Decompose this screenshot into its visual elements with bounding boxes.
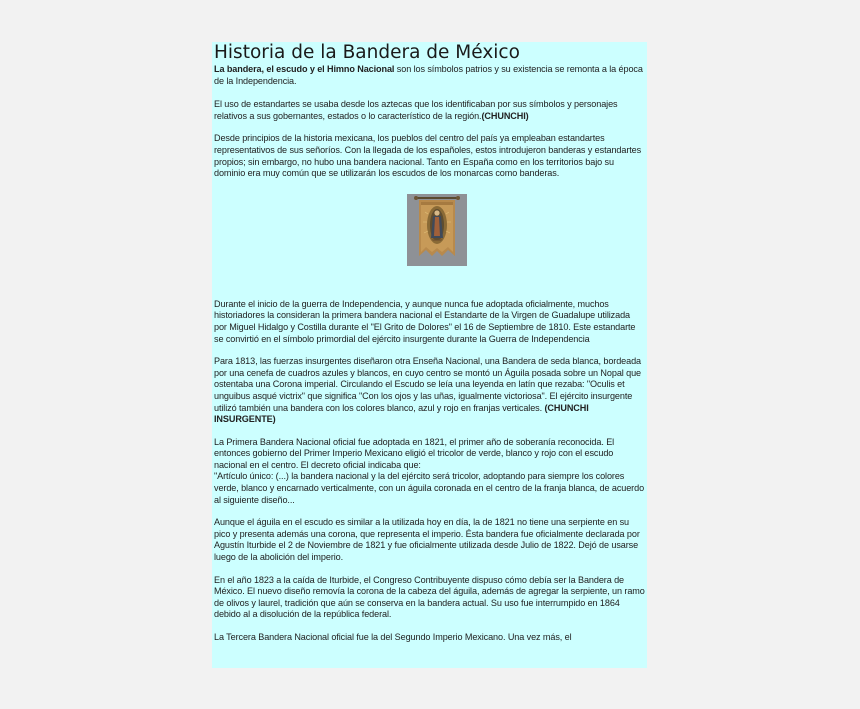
- paragraph-estandartes: [214, 99, 645, 122]
- p1813-text: Para 1813, las fuerzas insurgentes diseñaron otra Enseña Nacional, una Bandera de seda blanca, bordeada por una cenefa de cuadros azules y blancos, en cuyo centro se montó un Águila posada sobre un Nopal que ostentaba una Corona imperial. Circulando el Escudo se leía una leyenda en latín que rezaba: "Oculis et unguibus asqué victrix" que significa "Con los ojos y las uñas, igualmente victoriosa". El ejército insurgente utilizó también una bandera con los colores blanco, azul y rojo en franjas verticales.: [214, 356, 642, 413]
- primera-bandera-text: La Primera Bandera Nacional oficial fue adoptada en 1821, el primer año de soberanía reconocida. El entonces gobierno del Primer Imperio Mexicano eligió el tricolor de verde, blanco y rojo con el escudo nacional en el centro. El decreto oficial indicaba que:: [214, 436, 615, 470]
- estandartes-bold: (CHUNCHI): [481, 110, 529, 121]
- paragraph-independencia: Durante el inicio de la guerra de Independencia, y aunque nunca fue adoptada oficialmente, muchos historiadores la consideran la primera bandera nacional el Estandarte de la Virgen de Guadalupe utilizada por Miguel Hidalgo y Costilla durante el "El Grito de Dolores" el 16 de Septiembre de 1810. Este estandarte se convirtió en el símbolo primordial del ejército insurgente durante la Guerra de Independencia: [214, 298, 636, 344]
- banner-illustration: [407, 194, 467, 266]
- primera-bandera-quote: "Artículo único: (...) la bandera nacional y la del ejército será tricolor, adoptando para siempre los colores verde, blanco y encarnado verticalmente, con un águila coronada en el centro de la franja blanca, de acuerdo al siguiente diseño...: [214, 471, 645, 505]
- paragraph-principios: Desde principios de la historia mexicana, los pueblos del centro del país ya empleaban estandartes representativos de sus señoríos. Con la llegada de los españoles, estos introdujeron banderas y estandartes propios; sin embargo, no hubo una bandera nacional. Tanto en España como en los territorios bajo su dominio era muy común que se utilizarán los escudos de los monarcas como banderas.: [214, 133, 642, 179]
- intro-text: son los símbolos patrios y su existencia se remonta a la época de la Independencia.: [214, 64, 643, 86]
- paragraph-aguila: Aunque el águila en el escudo es similar a la utilizada hoy en día, la de 1821 no tiene una serpiente en su pico y presenta además una corona, que representa el imperio. Ésta bandera fue oficialmente declarada por Agustín Iturbide el 2 de Noviembre de 1821 y fue oficialmente utilizada desde Julio de 1822. Dejó de usarse luego de la abolición del imperio.: [214, 517, 640, 563]
- page-title: Historia de la Bandera de México: [214, 42, 520, 63]
- virgin-guadalupe-banner-image: [407, 194, 467, 266]
- paragraph-1823: En el año 1823 a la caída de Iturbide, el Congreso Contribuyente dispuso cómo debía ser la Bandera de México. El nuevo diseño removía la corona de la cabeza del águila, además de agregar la serpiente, un ramo de olivos y laurel, tradición que aún se conserva en la bandera actual. Su uso fue interrumpido en 1864 debido al a disolución de la república federal.: [214, 574, 645, 620]
- paragraph-tercera-bandera: La Tercera Bandera Nacional oficial fue la del Segundo Imperio Mexicano. Una vez más, el: [214, 632, 572, 642]
- paragraph-intro: [214, 64, 645, 87]
- intro-bold: La bandera, el escudo y el Himno Nacional: [214, 64, 395, 74]
- document-page: [212, 42, 647, 668]
- p1813-bold: (CHUNCHI INSURGENTE): [214, 402, 589, 425]
- paragraph-primera-bandera: [214, 437, 645, 507]
- estandartes-text: El uso de estandartes se usaba desde los aztecas que los identificaban por sus símbolos y personajes relativos a sus gobernantes, estados o lo característico de la región.: [214, 99, 618, 121]
- figure-container: [214, 191, 645, 299]
- paragraph-1813: [214, 356, 645, 426]
